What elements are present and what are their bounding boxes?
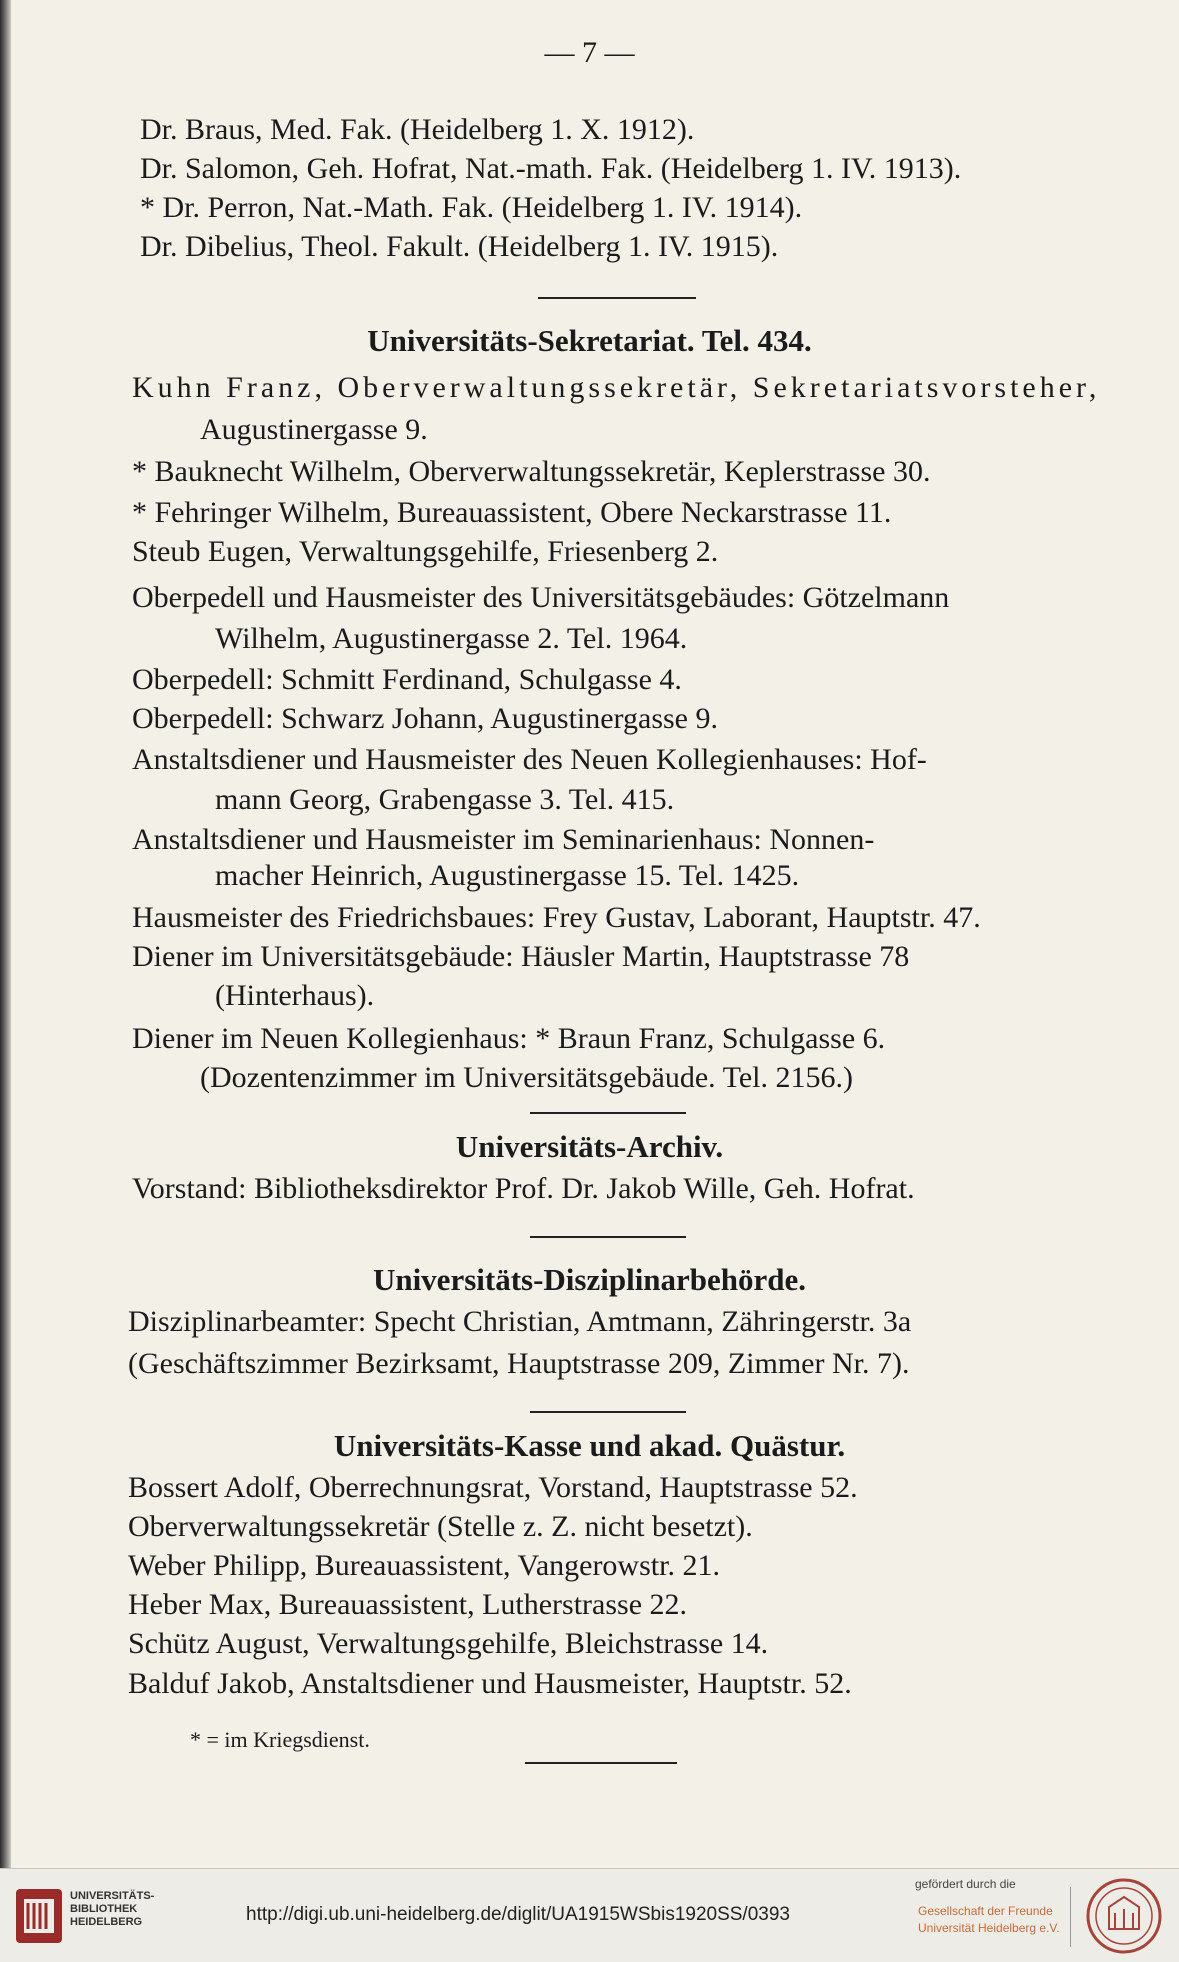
university-seal-icon — [1085, 1877, 1163, 1955]
archiv-heading: Universitäts-Archiv. — [455, 1129, 724, 1164]
section-divider — [530, 1411, 686, 1413]
funded-by-label: gefördert durch die — [915, 1877, 1016, 1891]
section-divider — [530, 1112, 686, 1114]
sekretariat-line-6: Oberpedell und Hausmeister des Universitätsgebäudes: Götzelmann — [132, 581, 950, 614]
sekretariat-line-8: Oberpedell: Schmitt Ferdinand, Schulgasse 4. — [132, 663, 682, 696]
society-name-line: Universität Heidelberg e.V. — [918, 1921, 1060, 1935]
sekretariat-line-2: Augustinergasse 9. — [200, 413, 428, 446]
sekretariat-line-12: Anstaltsdiener und Hausmeister im Seminarienhaus: Nonnen- — [132, 823, 875, 856]
sekretariat-line-16: (Hinterhaus). — [215, 979, 375, 1012]
page-number: — 7 — — [544, 36, 635, 69]
sekretariat-heading: Universitäts-Sekretariat. Tel. 434. — [367, 323, 812, 358]
library-name-line: HEIDELBERG — [70, 1916, 143, 1928]
digitization-footer — [0, 1868, 1179, 1962]
society-name-line: Gesellschaft der Freunde — [918, 1904, 1053, 1918]
disziplinar-line-2: (Geschäftszimmer Bezirksamt, Hauptstrasse 209, Zimmer Nr. 7). — [128, 1347, 910, 1380]
kasse-line-5: Schütz August, Verwaltungsgehilfe, Bleichstrasse 14. — [128, 1627, 769, 1660]
kasse-line-6: Balduf Jakob, Anstaltsdiener und Hausmeister, Hauptstr. 52. — [128, 1667, 852, 1700]
sekretariat-line-15: Diener im Universitätsgebäude: Häusler Martin, Hauptstrasse 78 — [132, 940, 910, 973]
sekretariat-line-17: Diener im Neuen Kollegienhaus: * Braun Franz, Schulgasse 6. — [132, 1022, 886, 1055]
section-divider — [530, 1236, 686, 1238]
sekretariat-line-10: Anstaltsdiener und Hausmeister des Neuen Kollegienhauses: Hof- — [132, 743, 927, 776]
sekretariat-line-18: (Dozentenzimmer im Universitätsgebäude. Tel. 2156.) — [200, 1061, 853, 1094]
kasse-heading: Universitäts-Kasse und akad. Quästur. — [333, 1428, 846, 1463]
footnote-rule — [525, 1762, 677, 1764]
sekretariat-line-9: Oberpedell: Schwarz Johann, Augustinergasse 9. — [132, 702, 718, 735]
kasse-line-1: Bossert Adolf, Oberrechnungsrat, Vorstand, Hauptstrasse 52. — [128, 1471, 858, 1504]
sekretariat-line-1: Kuhn Franz, Oberverwaltungssekretär, Sekretariatsvorsteher, — [132, 371, 1101, 404]
library-name-line: UNIVERSITÄTS- — [70, 1890, 155, 1902]
intro-line-1: Dr. Braus, Med. Fak. (Heidelberg 1. X. 1912). — [140, 113, 695, 146]
kasse-line-3: Weber Philipp, Bureauassistent, Vangerowstr. 21. — [128, 1549, 720, 1582]
intro-line-3: * Dr. Perron, Nat.-Math. Fak. (Heidelberg 1. IV. 1914). — [140, 191, 803, 224]
library-name-line: BIBLIOTHEK — [70, 1903, 138, 1915]
section-divider — [538, 297, 696, 299]
intro-line-4: Dr. Dibelius, Theol. Fakult. (Heidelberg 1. IV. 1915). — [140, 230, 779, 263]
kasse-line-2: Oberverwaltungssekretär (Stelle z. Z. nicht besetzt). — [128, 1510, 753, 1543]
disziplinar-heading: Universitäts-Disziplinarbehörde. — [372, 1262, 807, 1297]
university-library-logo-icon — [14, 1887, 64, 1945]
footnote: * = im Kriegsdienst. — [190, 1727, 370, 1752]
disziplinar-line-1: Disziplinarbeamter: Specht Christian, Amtmann, Zähringerstr. 3a — [128, 1305, 912, 1338]
archiv-line-1: Vorstand: Bibliotheksdirektor Prof. Dr. Jakob Wille, Geh. Hofrat. — [132, 1172, 915, 1205]
sekretariat-line-3: * Bauknecht Wilhelm, Oberverwaltungssekretär, Keplerstrasse 30. — [132, 455, 931, 488]
kasse-line-4: Heber Max, Bureauassistent, Lutherstrasse 22. — [128, 1588, 688, 1621]
permalink[interactable]: http://digi.ub.uni-heidelberg.de/diglit/UA1915WSbis1920SS/0393 — [246, 1904, 790, 1925]
sekretariat-line-5: Steub Eugen, Verwaltungsgehilfe, Friesenberg 2. — [132, 535, 719, 568]
sekretariat-line-11: mann Georg, Grabengasse 3. Tel. 415. — [215, 783, 675, 816]
sekretariat-line-4: * Fehringer Wilhelm, Bureauassistent, Obere Neckarstrasse 11. — [132, 496, 892, 529]
page-binding-edge — [0, 0, 11, 1868]
sekretariat-line-7: Wilhelm, Augustinergasse 2. Tel. 1964. — [215, 622, 688, 655]
library-name — [70, 1890, 154, 1929]
society-name — [918, 1903, 1060, 1937]
intro-line-2: Dr. Salomon, Geh. Hofrat, Nat.-math. Fak. (Heidelberg 1. IV. 1913). — [140, 152, 962, 185]
sekretariat-line-13: macher Heinrich, Augustinergasse 15. Tel. 1425. — [215, 859, 800, 892]
sekretariat-line-14: Hausmeister des Friedrichsbaues: Frey Gustav, Laborant, Hauptstr. 47. — [132, 901, 981, 934]
footer-divider — [1070, 1887, 1071, 1947]
